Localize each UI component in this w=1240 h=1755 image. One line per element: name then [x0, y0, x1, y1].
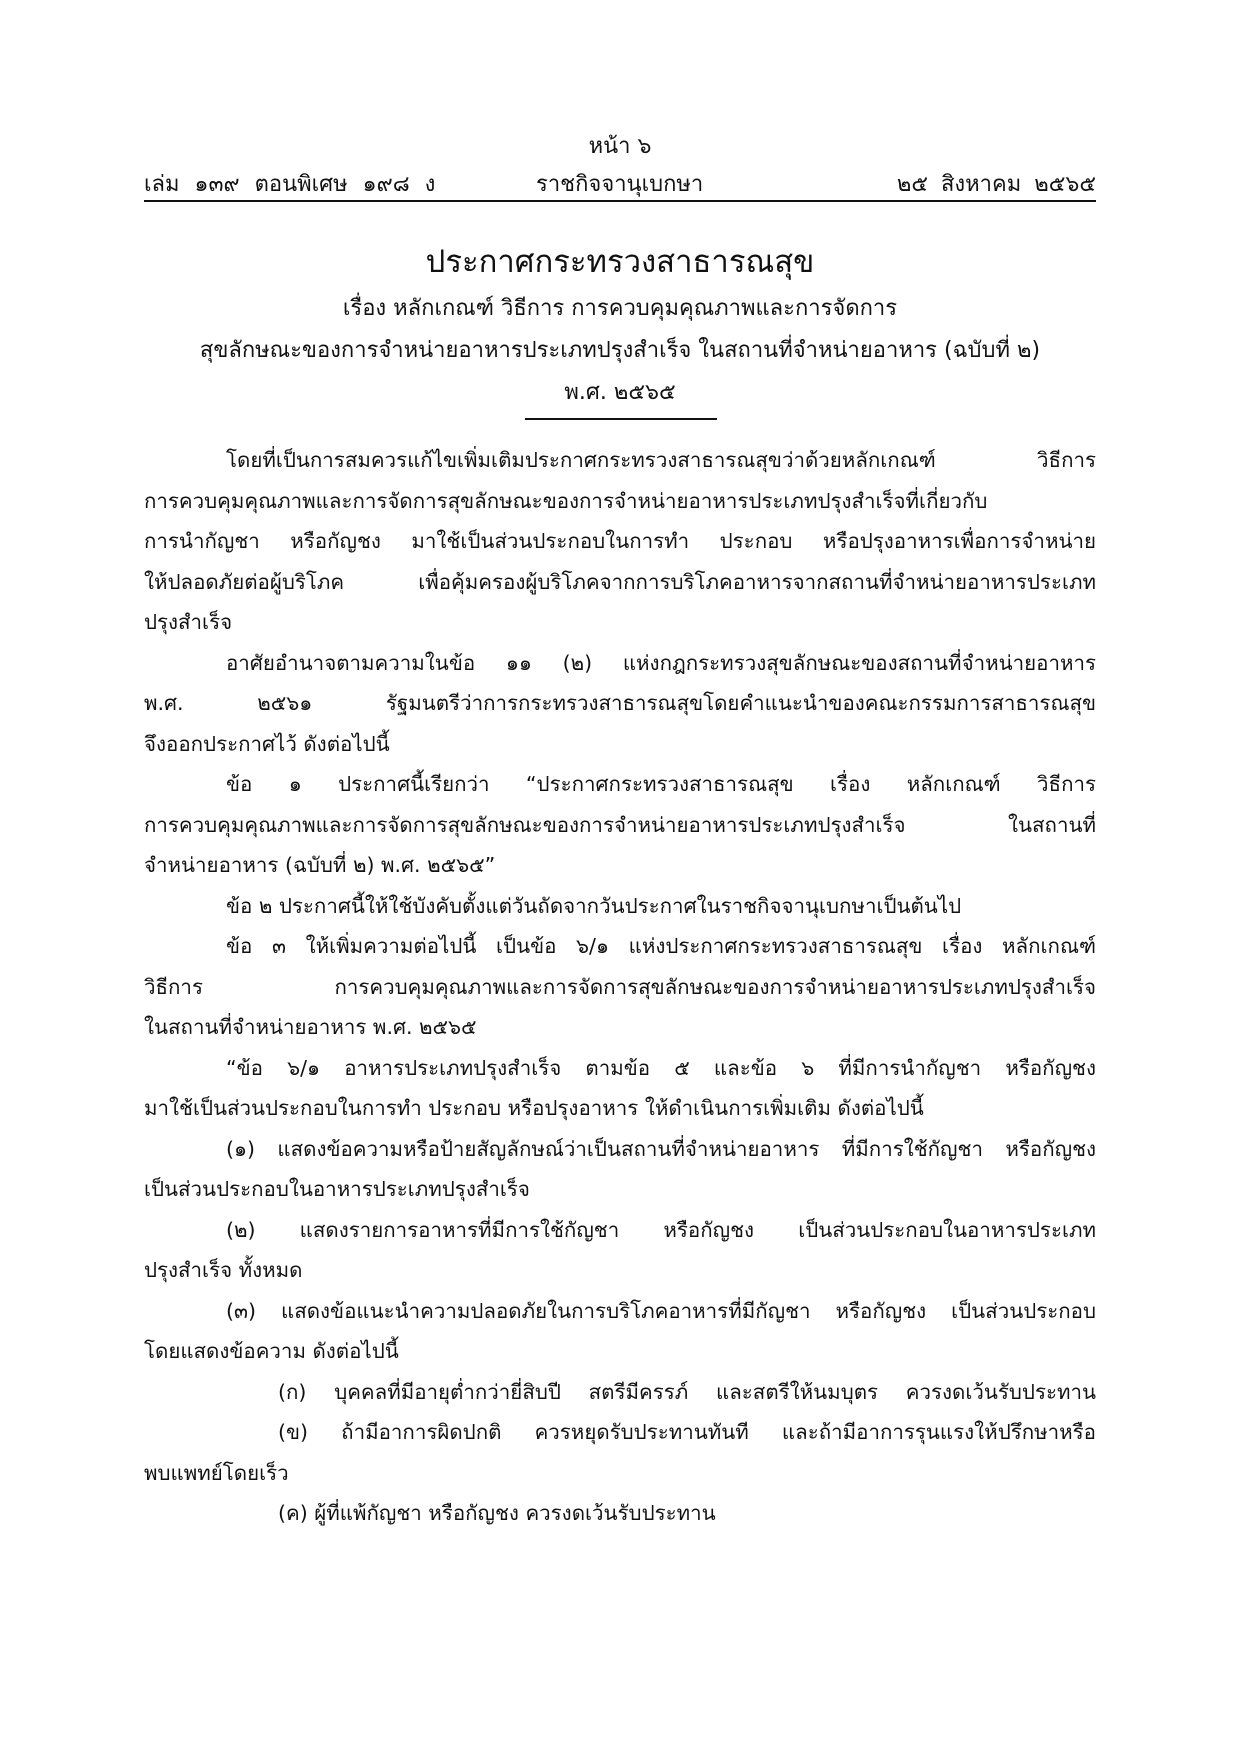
body-line: จึงออกประกาศไว้ ดังต่อไปนี้ — [144, 731, 390, 756]
body-line: ปรุงสำเร็จ — [144, 610, 233, 634]
body-line: ข้อ ๒ ประกาศนี้ให้ใช้บังคับตั้งแต่วันถัดจากวันประกาศในราชกิจจานุเบกษาเป็นต้นไป — [226, 893, 962, 918]
body-line: พ.ศ. ๒๕๖๑ รัฐมนตรีว่าการกระทรวงสาธารณสุขโดยคำแนะนำของคณะกรรมการสาธารณสุข — [144, 691, 1096, 715]
body-line: ปรุงสำเร็จ ทั้งหมด — [144, 1258, 303, 1282]
header-divider — [144, 200, 1096, 202]
body-line: โดยแสดงข้อความ ดังต่อไปนี้ — [144, 1339, 399, 1363]
body-line: (๒) แสดงรายการอาหารที่มีการใช้กัญชา หรือกัญชง เป็นส่วนประกอบในอาหารประเภท — [226, 1217, 1096, 1242]
body-line: การนำกัญชา หรือกัญชง มาใช้เป็นส่วนประกอบในการทำ ประกอบ หรือปรุงอาหารเพื่อการจำหน่าย — [144, 529, 1096, 553]
body-line: “ข้อ ๖/๑ อาหารประเภทปรุงสำเร็จ ตามข้อ ๕ และข้อ ๖ ที่มีการนำกัญชา หรือกัญชง — [226, 1055, 1096, 1080]
body-line: ในสถานที่จำหน่ายอาหาร พ.ศ. ๒๕๖๕ — [144, 1015, 477, 1039]
body-line: วิธีการ การควบคุมคุณภาพและการจัดการสุขลักษณะของการจำหน่ายอาหารประเภทปรุงสำเร็จ — [144, 974, 1096, 999]
subject-line: เรื่อง หลักเกณฑ์ วิธีการ การควบคุมคุณภาพและการจัดการ — [342, 296, 898, 321]
body-line: การควบคุมคุณภาพและการจัดการสุขลักษณะของการจำหน่ายอาหารประเภทปรุงสำเร็จที่เกี่ยวกับ — [144, 488, 988, 513]
body-line: ข้อ ๓ ให้เพิ่มความต่อไปนี้ เป็นข้อ ๖/๑ แห่งประกาศกระทรวงสาธารณสุข เรื่อง หลักเกณฑ์ — [226, 934, 1096, 958]
body-line: โดยที่เป็นการสมควรแก้ไขเพิ่มเติมประกาศกระทรวงสาธารณสุขว่าด้วยหลักเกณฑ์ วิธีการ — [226, 448, 1096, 472]
body-line: (๓) แสดงข้อแนะนำความปลอดภัยในการบริโภคอาหารที่มีกัญชา หรือกัญชง เป็นส่วนประกอบ — [226, 1298, 1096, 1323]
page-number: หน้า ๖ — [588, 134, 652, 159]
document-subject — [0, 288, 1240, 414]
subject-line: สุขลักษณะของการจำหน่ายอาหารประเภทปรุงสำเร็จ ในสถานที่จำหน่ายอาหาร (ฉบับที่ ๒) — [199, 338, 1041, 363]
body-line: การควบคุมคุณภาพและการจัดการสุขลักษณะของการจำหน่ายอาหารประเภทปรุงสำเร็จ ในสถานที่ — [144, 812, 1096, 837]
issue-info: เล่ม ๑๓๙ ตอนพิเศษ ๑๙๘ ง — [144, 172, 436, 197]
gazette-header — [144, 166, 1096, 198]
document-body — [144, 440, 1096, 1534]
body-line: เป็นส่วนประกอบในอาหารประเภทปรุงสำเร็จ — [144, 1177, 530, 1201]
body-line: อาศัยอำนาจตามความในข้อ ๑๑ (๒) แห่งกฎกระทรวงสุขลักษณะของสถานที่จำหน่ายอาหาร — [226, 650, 1096, 675]
gazette-name: ราชกิจจานุเบกษา — [536, 172, 704, 197]
body-line: (ค) ผู้ที่แพ้กัญชา หรือกัญชง ควรงดเว้นรับประทาน — [278, 1501, 716, 1525]
title-divider — [525, 418, 717, 420]
body-line: ข้อ ๑ ประกาศนี้เรียกว่า “ประกาศกระทรวงสาธารณสุข เรื่อง หลักเกณฑ์ วิธีการ — [226, 772, 1096, 796]
body-line: (ก) บุคคลที่มีอายุต่ำกว่ายี่สิบปี สตรีมีครรภ์ และสตรีให้นมบุตร ควรงดเว้นรับประทาน — [278, 1379, 1096, 1404]
publication-date: ๒๕ สิงหาคม ๒๕๖๕ — [896, 172, 1096, 197]
body-line: พบแพทย์โดยเร็ว — [144, 1460, 289, 1485]
body-line: ให้ปลอดภัยต่อผู้บริโภค เพื่อคุ้มครองผู้บริโภคจากการบริโภคอาหารจากสถานที่จำหน่ายอาหารประเภท — [144, 569, 1096, 594]
body-line: มาใช้เป็นส่วนประกอบในการทำ ประกอบ หรือปรุงอาหาร ให้ดำเนินการเพิ่มเติม ดังต่อไปนี้ — [144, 1096, 924, 1120]
subject-line: พ.ศ. ๒๕๖๕ — [564, 380, 676, 405]
body-line: (๑) แสดงข้อความหรือป้ายสัญลักษณ์ว่าเป็นสถานที่จำหน่ายอาหาร ที่มีการใช้กัญชา หรือกัญชง — [226, 1136, 1096, 1161]
body-line: (ข) ถ้ามีอาการผิดปกติ ควรหยุดรับประทานทันที และถ้ามีอาการรุนแรงให้ปรึกษาหรือ — [278, 1420, 1096, 1444]
body-line: จำหน่ายอาหาร (ฉบับที่ ๒) พ.ศ. ๒๕๖๕” — [144, 853, 496, 877]
document-title: ประกาศกระทรวงสาธารณสุข — [425, 244, 815, 280]
